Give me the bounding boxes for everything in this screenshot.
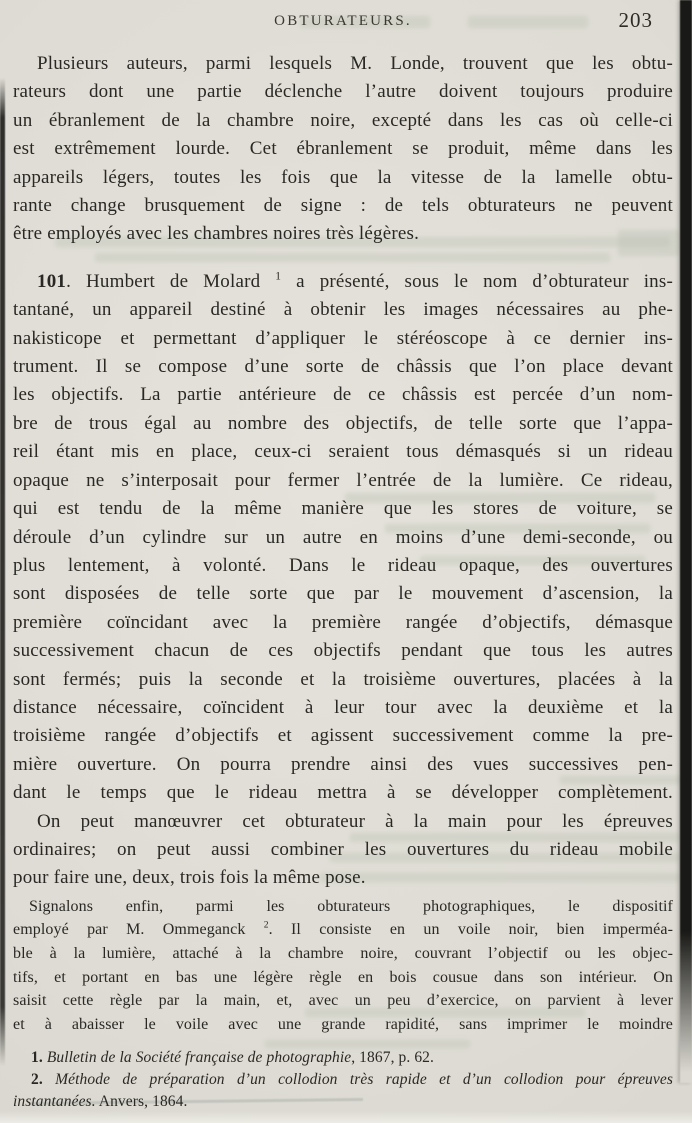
- footnote-reference: 1: [275, 270, 282, 283]
- text-line: [13, 918, 673, 942]
- text-line: [13, 164, 673, 192]
- text-line: [13, 966, 673, 990]
- body-text: [13, 44, 673, 1113]
- text-run: appareils légers, toutes les fois que la vitesse de la lamelle obtu-: [13, 166, 673, 188]
- text-run: Plusieurs auteurs, parmi lesquels M. Londe, trouvent que les obtu-: [37, 53, 673, 74]
- text-run: a présenté, sous le nom d’obturateur ins-: [281, 270, 673, 292]
- text-run: sont fermés; puis la seconde et la troisième ouvertures, placées à la: [13, 668, 673, 690]
- text-line: [13, 895, 673, 919]
- text-run: sont disposées de telle sorte que par le mouvement d’ascension, la: [13, 583, 673, 605]
- text-run: déroule d’un cylindre sur un autre en moins d’une demi-seconde, ou: [13, 526, 673, 548]
- text-run: 101: [37, 270, 67, 292]
- paragraph-101-humbert-de-molard: [13, 268, 673, 808]
- text-line: [13, 751, 673, 779]
- text-run: . Humbert de Molard: [66, 270, 276, 292]
- text-line: [13, 495, 673, 523]
- text-line: [13, 220, 673, 248]
- running-header-title: OBTURATEURS.: [274, 13, 412, 29]
- text-run: saisit cette règle par la main, et, avec un peu d’exercice, on parvient à lever: [13, 992, 673, 1010]
- text-line: [13, 296, 673, 324]
- text-run: bre de trous égal au nombre des objectifs, de telle sorte que l’appa-: [13, 412, 673, 434]
- text-run: nakisticope et permettant d’appliquer le stéréoscope à ce dernier ins-: [13, 327, 673, 349]
- text-line: [13, 524, 673, 552]
- text-line: [13, 135, 673, 163]
- text-run: successivement chacun de ces objectifs pendant que tous les autres: [13, 640, 673, 662]
- text-run: être employés avec les chambres noires très légères.: [13, 223, 420, 245]
- text-line: [13, 1013, 673, 1037]
- text-run: opaque ne s’interposait pour fermer l’entrée de la lumière. Ce rideau,: [13, 469, 673, 491]
- text-line: [13, 552, 673, 580]
- text-run: distance nécessaire, coïncident à leur tour avec la deuxième et la: [13, 696, 673, 718]
- text-run: troisième rangée d’objectifs et agissent successivement comme la pre-: [13, 725, 673, 747]
- text-run: tantané, un appareil destiné à obtenir les images nécessaires au phe-: [13, 299, 673, 321]
- text-run: instantanées.: [13, 1093, 96, 1111]
- running-header: [13, 8, 673, 32]
- text-run: dant le temps que le rideau mettra à se développer complètement.: [13, 782, 673, 804]
- footnote-1: [13, 1047, 673, 1069]
- text-line: [13, 353, 673, 381]
- text-run: employé par M. Ommeganck: [13, 921, 264, 939]
- text-run: rateurs dont une partie déclenche l’autre doivent toujours produire: [13, 81, 673, 103]
- footnote-reference: 2: [263, 920, 269, 932]
- text-run: un ébranlement de la chambre noire, excepté dans les cas où celle-ci: [13, 109, 673, 131]
- text-line: [13, 1069, 673, 1091]
- text-run: trument. Il se compose d’une sorte de châssis que l’on place devant: [13, 356, 673, 378]
- text-line: [13, 78, 673, 106]
- text-run: les objectifs. La partie antérieure de ce châssis est percée d’un nom-: [13, 384, 673, 406]
- text-line: [13, 808, 673, 836]
- paragraph-intro: [13, 50, 673, 249]
- text-line: [13, 438, 673, 466]
- text-line: [13, 666, 673, 694]
- text-line: [13, 467, 673, 495]
- text-run: On peut manœuvrer cet obturateur à la main pour les épreuves: [37, 810, 673, 832]
- text-run: 2.: [31, 1071, 56, 1089]
- text-line: [13, 107, 673, 135]
- text-line: [13, 694, 673, 722]
- text-run: plus lentement, à volonté. Dans le rideau opaque, des ouvertures: [13, 554, 673, 576]
- text-line: [13, 381, 673, 409]
- text-run: 1.: [31, 1049, 47, 1067]
- paragraph-on-peut-manoeuvrer: [13, 808, 673, 893]
- text-line: [13, 1047, 673, 1069]
- text-run: ordinaires; on peut aussi combiner les ouvertures du rideau mobile: [13, 838, 673, 860]
- text-line: [13, 864, 673, 892]
- text-line: [13, 325, 673, 353]
- text-run: reil étant mis en place, ceux-ci seraient tous démasqués si un rideau: [13, 441, 673, 463]
- footnote-2: [13, 1069, 673, 1113]
- text-run: rante change brusquement de signe : de tels obturateurs ne peuvent: [13, 195, 673, 217]
- text-run: Méthode de préparation d’un collodion très rapide et d’un collodion pour épreuves: [55, 1071, 673, 1089]
- text-line: [13, 836, 673, 864]
- text-run: est extrêmement lourde. Cet ébranlement se produit, même dans les: [13, 138, 673, 160]
- page-number: 203: [618, 8, 653, 32]
- text-run: Anvers, 1864.: [95, 1093, 188, 1111]
- text-line: [13, 942, 673, 966]
- scan-edge-right: [680, 0, 692, 1083]
- text-run: Bulletin de la Société française de photographie: [46, 1049, 352, 1067]
- text-run: Signalons enfin, parmi les obturateurs photographiques, le dispositif: [29, 897, 673, 915]
- text-run: ble à la lumière, attaché à la chambre noire, couvrant l’objectif ou les objec-: [13, 944, 673, 962]
- text-line: [13, 722, 673, 750]
- text-run: . Il consiste en un voile noir, bien imperméa-: [268, 921, 673, 939]
- scan-edge-bottom: [0, 1111, 692, 1123]
- scan-edge-left: [0, 78, 5, 1066]
- text-run: première coïncidant avec la première rangée d’objectifs, démasque: [13, 611, 673, 633]
- text-line: [13, 192, 673, 220]
- text-line: [13, 779, 673, 807]
- text-run: qui est tendu de la même manière que les stores de voiture, se: [13, 498, 673, 520]
- text-run: et à abaisser le voile avec une grande rapidité, sans imprimer le moindre: [13, 1015, 673, 1033]
- text-line: [13, 580, 673, 608]
- paragraph-signalons-ommeganck: [13, 895, 673, 1037]
- text-line: [13, 637, 673, 665]
- text-run: tifs, et portant en bas une légère règle en bois cousue dans son intérieur. On: [13, 968, 673, 986]
- text-line: [13, 268, 673, 296]
- text-run: , 1867, p. 62.: [351, 1049, 434, 1067]
- text-run: mière ouverture. On pourra prendre ainsi des vues successives pen-: [13, 753, 673, 775]
- text-line: [13, 50, 673, 78]
- text-line: [13, 989, 673, 1013]
- text-run: pour faire une, deux, trois fois la même pose.: [13, 867, 366, 889]
- text-line: [13, 609, 673, 637]
- text-line: [13, 410, 673, 438]
